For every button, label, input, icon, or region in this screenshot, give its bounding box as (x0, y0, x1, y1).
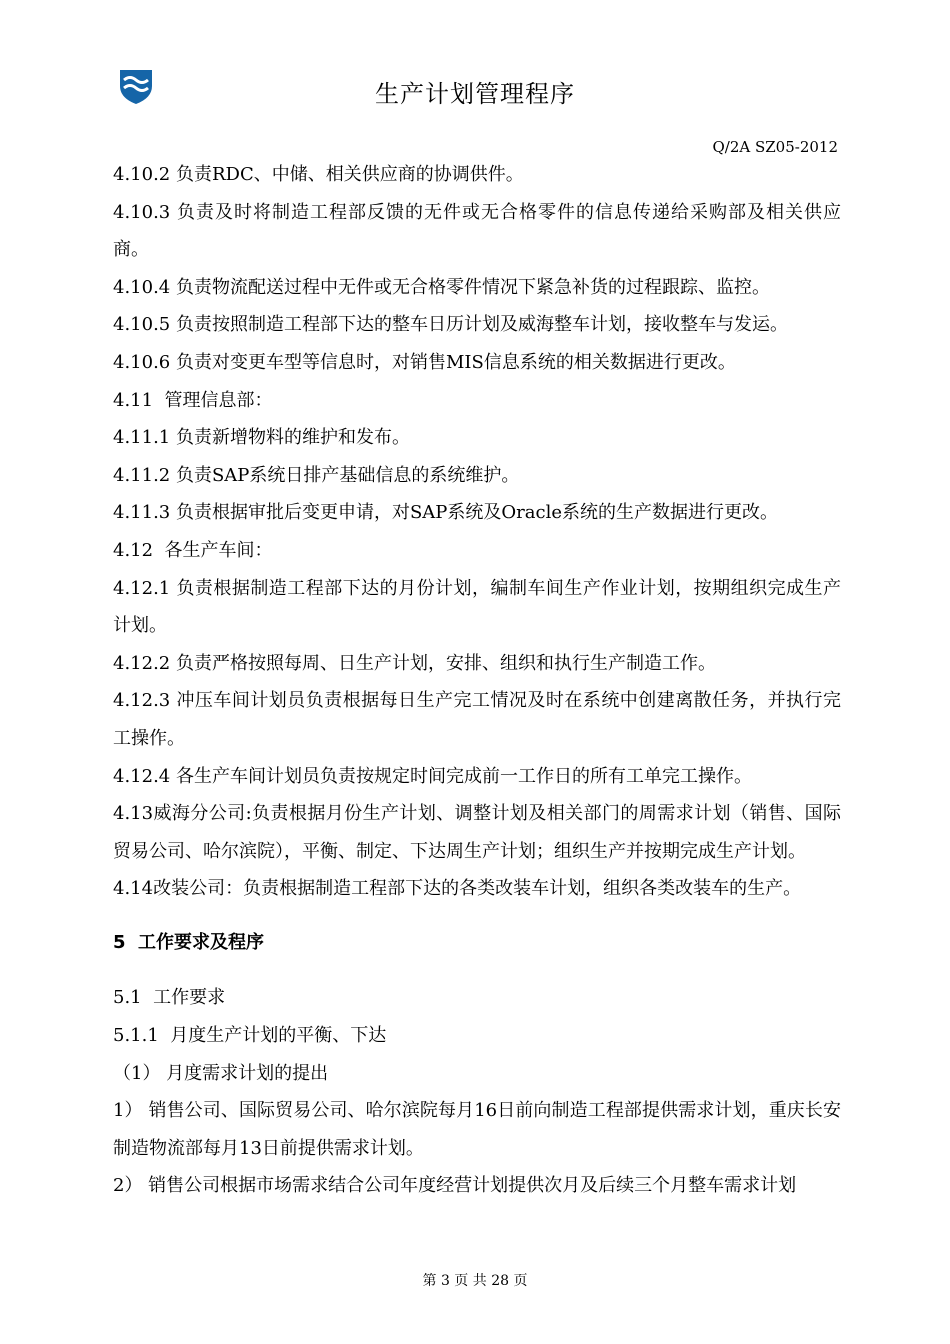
document-body (113, 156, 841, 1205)
clause-4-12-3: 4.12.3 冲压车间计划员负责根据每日生产完工情况及时在系统中创建离散任务，并执行完工操作。 (113, 690, 841, 749)
section-5-heading: 5 工作要求及程序 (113, 931, 265, 953)
clause-4-10-5: 4.10.5 负责按照制造工程部下达的整车日历计划及威海整车计划，接收整车与发运。 (113, 314, 788, 336)
clause-4-12-4: 4.12.4 各生产车间计划员负责按规定时间完成前一工作日的所有工单完工操作。 (113, 765, 752, 787)
item-1-monthly-demand: （1） 月度需求计划的提出 (113, 1062, 329, 1084)
document-title: 生产计划管理程序 (375, 80, 575, 108)
clause-4-12-1: 4.12.1 负责根据制造工程部下达的月份计划，编制车间生产作业计划，按期组织完成生产计划。 (113, 577, 841, 637)
header-divider (112, 120, 838, 121)
clause-4-10-4: 4.10.4 负责物流配送过程中无件或无合格零件情况下紧急补货的过程跟踪、监控。 (113, 276, 770, 298)
clause-4-10-6: 4.10.6 负责对变更车型等信息时，对销售MIS信息系统的相关数据进行更改。 (113, 351, 736, 373)
document-code: Q/2A SZ05-2012 (712, 138, 838, 156)
clause-4-14: 4.14改装公司：负责根据制造工程部下达的各类改装车计划，组织各类改装车的生产。 (113, 878, 802, 900)
page-number: 第 3 页 共 28 页 (422, 1273, 528, 1289)
clause-4-12: 4.12 各生产车间： (113, 539, 273, 561)
clause-4-11-2: 4.11.2 负责SAP系统日排产基础信息的系统维护。 (113, 464, 520, 486)
clause-4-10-2: 4.10.2 负责RDC、中储、相关供应商的协调供件。 (113, 164, 524, 185)
clause-5-1-1: 5.1.1 月度生产计划的平衡、下达 (113, 1025, 387, 1047)
sub-item-1: 1） 销售公司、国际贸易公司、哈尔滨院每月16日前向制造工程部提供需求计划，重庆长安制造物流部每月13日前提供需求计划。 (113, 1100, 841, 1159)
clause-4-13: 4.13威海分公司:负责根据月份生产计划、调整计划及相关部门的周需求计划（销售、国际贸易公司、哈尔滨院），平衡、制定、下达周生产计划；组织生产并按期完成生产计划。 (113, 803, 841, 862)
clause-4-12-2: 4.12.2 负责严格按照每周、日生产计划，安排、组织和执行生产制造工作。 (113, 652, 716, 674)
sub-item-2: 2） 销售公司根据市场需求结合公司年度经营计划提供次月及后续三个月整车需求计划 (113, 1175, 797, 1197)
clause-4-10-3: 4.10.3 负责及时将制造工程部反馈的无件或无合格零件的信息传递给采购部及相关供应商。 (113, 201, 841, 261)
clause-4-11-3: 4.11.3 负责根据审批后变更申请，对SAP系统及Oracle系统的生产数据进行更改。 (113, 502, 778, 524)
clause-5-1: 5.1 工作要求 (113, 987, 226, 1009)
clause-4-11-1: 4.11.1 负责新增物料的维护和发布。 (113, 427, 410, 449)
clause-4-11: 4.11 管理信息部： (113, 389, 273, 411)
